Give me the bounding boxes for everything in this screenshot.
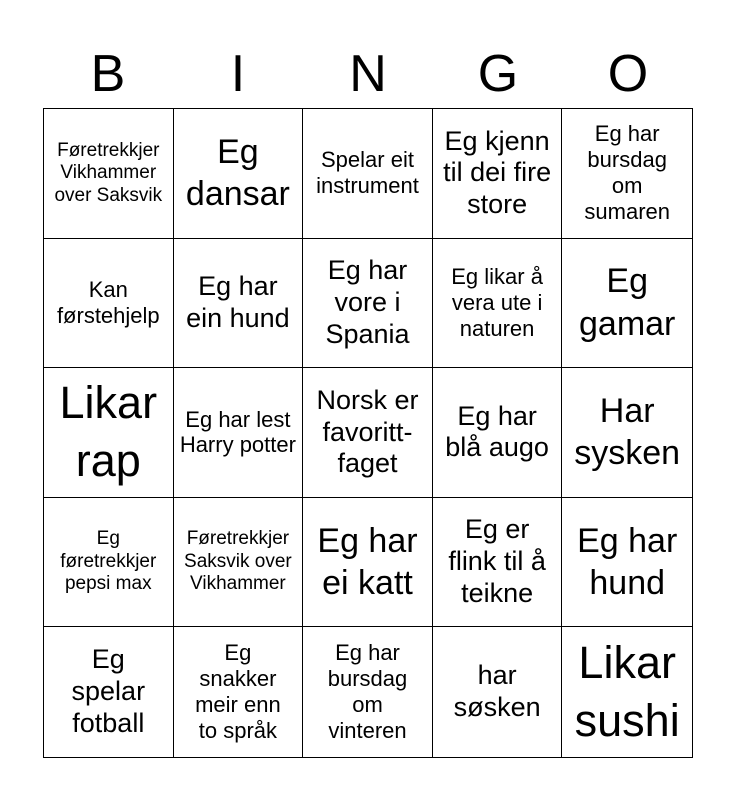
header-letter-o: O xyxy=(607,45,649,103)
bingo-cell[interactable]: Norsk er favoritt-faget xyxy=(303,368,433,498)
bingo-cell[interactable]: har søsken xyxy=(433,627,563,757)
header-letter-g: G xyxy=(477,45,519,103)
bingo-cell[interactable]: Eg føretrekkjer pepsi max xyxy=(44,498,174,628)
bingo-cell[interactable]: Eg har vore i Spania xyxy=(303,239,433,369)
header-letter-i: I xyxy=(230,45,246,103)
bingo-cell[interactable]: Eg gamar xyxy=(562,239,692,369)
bingo-cell[interactable]: Eg har ein hund xyxy=(174,239,304,369)
bingo-header xyxy=(43,40,693,108)
header-letter-b: B xyxy=(90,45,126,103)
header-letter-n: N xyxy=(349,45,387,103)
bingo-cell[interactable]: Eg har bursdag om sumaren xyxy=(562,109,692,239)
bingo-cell[interactable]: Eg kjenn til dei fire store xyxy=(433,109,563,239)
bingo-cell[interactable]: Føretrekkjer Saksvik over Vikhammer xyxy=(174,498,304,628)
bingo-cell[interactable]: Føretrekkjer Vikhammer over Saksvik xyxy=(44,109,174,239)
bingo-cell[interactable]: Eg har ei katt xyxy=(303,498,433,628)
bingo-cell[interactable]: Likar rap xyxy=(44,368,174,498)
bingo-cell[interactable]: Likar sushi xyxy=(574,636,680,747)
bingo-cell[interactable]: Eg spelar fotball xyxy=(44,627,174,757)
bingo-cell[interactable]: Eg har blå augo xyxy=(433,368,563,498)
bingo-cell[interactable]: Eg har hund xyxy=(562,498,692,628)
bingo-cell[interactable]: Eg har bursdag om vinteren xyxy=(303,627,433,757)
bingo-cell[interactable]: Eg dansar xyxy=(174,109,304,239)
bingo-cell[interactable]: Eg snakker meir enn to språk xyxy=(174,627,304,757)
bingo-cell[interactable]: Eg har lest Harry potter xyxy=(174,368,304,498)
bingo-cell[interactable]: Eg er flink til å teikne xyxy=(433,498,563,628)
bingo-card xyxy=(43,108,693,758)
bingo-cell[interactable]: Eg likar å vera ute i naturen xyxy=(433,239,563,369)
bingo-cell[interactable]: Har sysken xyxy=(562,368,692,498)
bingo-cell[interactable]: Kan førstehjelp xyxy=(44,239,174,369)
bingo-cell[interactable]: Spelar eit instrument xyxy=(303,109,433,239)
